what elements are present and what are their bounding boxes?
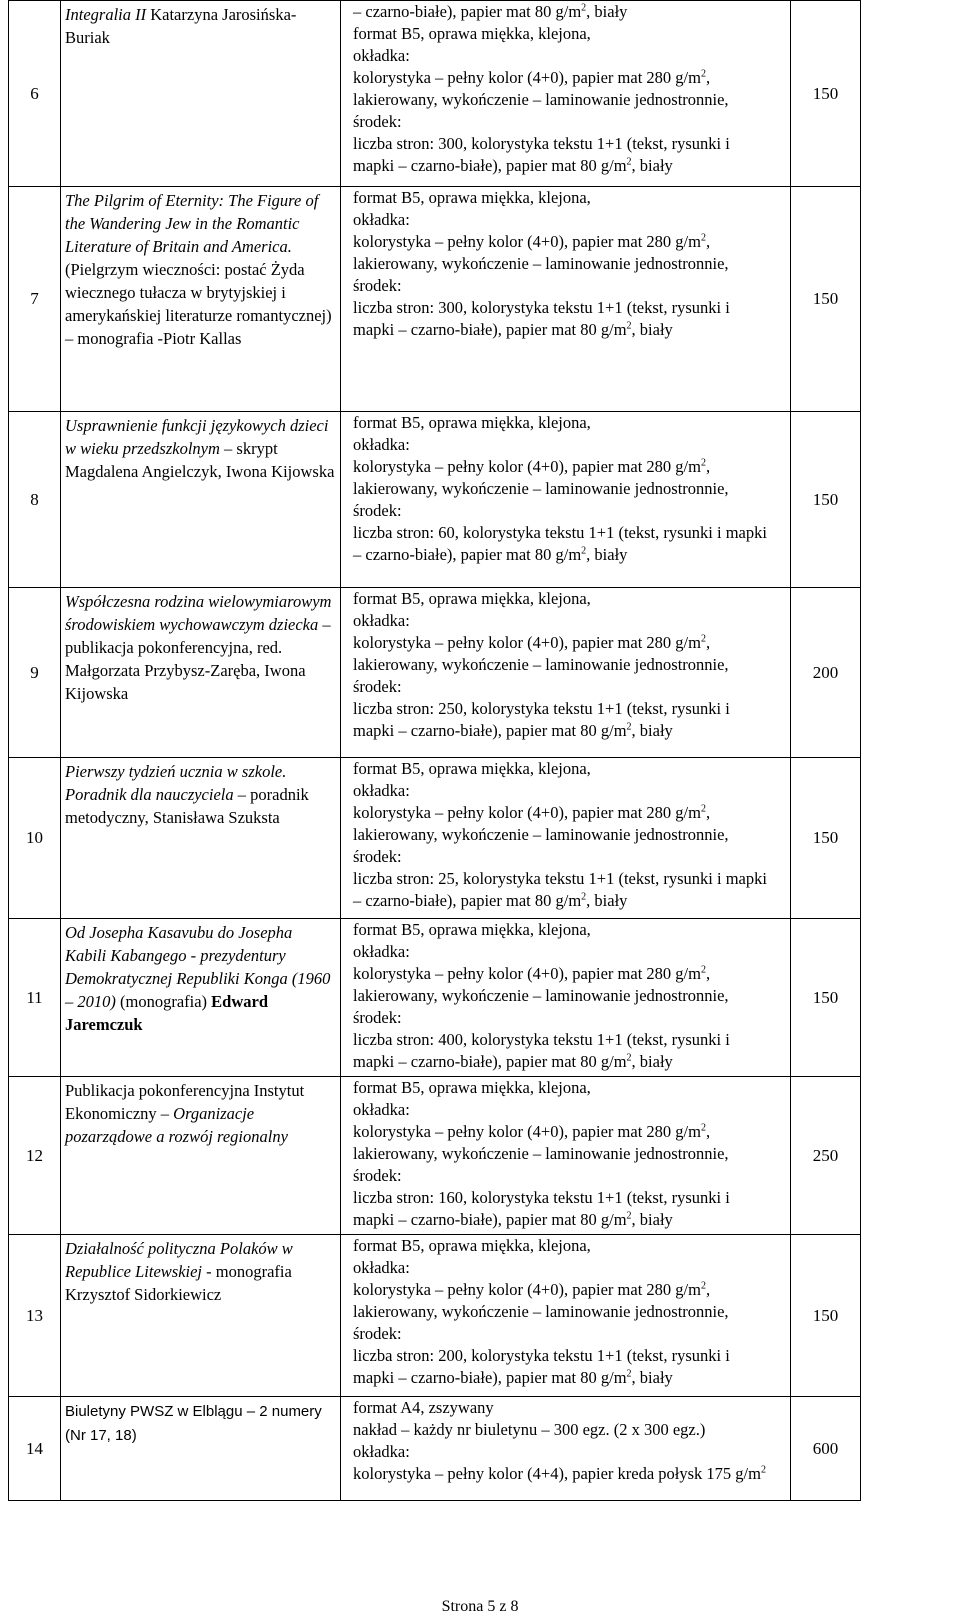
spec-line: środek: xyxy=(353,501,402,520)
quantity: 600 xyxy=(791,1397,861,1501)
print-specification xyxy=(341,1397,791,1501)
spec-line: liczba stron: 250, kolorystyka tekstu 1+1 (tekst, rysunki i xyxy=(353,699,730,718)
spec-line: – czarno-białe), papier mat 80 $g/m^2$, biały xyxy=(353,891,628,910)
spec-line: kolorystyka – pełny kolor (4+0), papier mat 280 $g/m^2$, xyxy=(353,1122,711,1141)
spec-line: mapki – czarno-białe), papier mat 80 $g/m^2$, biały xyxy=(353,320,673,339)
spec-line: nakład – każdy nr biuletynu – 300 egz. (2 x 300 egz.) xyxy=(353,1420,706,1439)
spec-line: kolorystyka – pełny kolor (4+4), papier kreda połysk 175 $g/m^2$ xyxy=(353,1464,766,1483)
quantity: 250 xyxy=(791,1077,861,1235)
title-part: Integralia II xyxy=(65,5,147,24)
row-number: 11 xyxy=(9,919,61,1077)
print-specification xyxy=(341,758,791,919)
quantity: 150 xyxy=(791,412,861,588)
row-number: 14 xyxy=(9,1397,61,1501)
table-row xyxy=(9,412,861,588)
spec-line: format B5, oprawa miękka, klejona, xyxy=(353,1236,591,1255)
spec-line: środek: xyxy=(353,276,402,295)
spec-line: środek: xyxy=(353,847,402,866)
page-footer: Strona 5 z 8 xyxy=(441,1598,519,1615)
title-part: Usprawnienie funkcji językowych dzieci w wieku przedszkolnym – xyxy=(65,416,329,458)
spec-line: liczba stron: 60, kolorystyka tekstu 1+1 (tekst, rysunki i mapki xyxy=(353,523,767,542)
spec-line: środek: xyxy=(353,1008,402,1027)
spec-line: format B5, oprawa miękka, klejona, xyxy=(353,188,591,207)
title-part: (Pielgrzym wieczności: postać Żyda wiecznego tułacza w brytyjskiej i amerykańskiej literaturze romantycznej) – monografia -Piotr Kallas xyxy=(65,260,332,348)
spec-line: lakierowany, wykończenie – laminowanie jednostronnie, xyxy=(353,479,729,498)
row-number: 9 xyxy=(9,588,61,758)
quantity: 150 xyxy=(791,758,861,919)
title-part: Pierwszy tydzień ucznia w szkole. Poradnik dla nauczyciela – xyxy=(65,762,287,804)
spec-line: kolorystyka – pełny kolor (4+0), papier mat 280 $g/m^2$, xyxy=(353,803,711,822)
title-part: Współczesna rodzina wielowymiarowym środowiskiem wychowawczym dziecka – xyxy=(65,592,332,634)
spec-line: okładka: xyxy=(353,210,410,229)
title-part: Działalność polityczna Polaków w Republice Litewskiej xyxy=(65,1239,293,1281)
spec-line: lakierowany, wykończenie – laminowanie jednostronnie, xyxy=(353,655,729,674)
spec-line: kolorystyka – pełny kolor (4+0), papier mat 280 $g/m^2$, xyxy=(353,68,711,87)
title-part: Edward Jaremczuk xyxy=(65,992,269,1034)
row-number: 8 xyxy=(9,412,61,588)
spec-line: format B5, oprawa miękka, klejona, xyxy=(353,1078,591,1097)
table-row xyxy=(9,1397,861,1501)
title-part: publikacja pokonferencyjna, red. Małgorzata Przybysz-Zaręba, Iwona Kijowska xyxy=(65,638,306,703)
table-row xyxy=(9,758,861,919)
table-row xyxy=(9,1077,861,1235)
row-number: 7 xyxy=(9,187,61,412)
spec-line: środek: xyxy=(353,1166,402,1185)
spec-line: – czarno-białe), papier mat 80 $g/m^2$, biały xyxy=(353,2,628,21)
spec-line: lakierowany, wykończenie – laminowanie jednostronnie, xyxy=(353,1302,729,1321)
print-specification xyxy=(341,588,791,758)
spec-line: mapki – czarno-białe), papier mat 80 $g/m^2$, biały xyxy=(353,1210,673,1229)
print-specification xyxy=(341,1,791,187)
spec-line: liczba stron: 300, kolorystyka tekstu 1+1 (tekst, rysunki i xyxy=(353,134,730,153)
spec-line: format B5, oprawa miękka, klejona, xyxy=(353,413,591,432)
title-part: Organizacje pozarządowe a rozwój regionalny xyxy=(65,1104,288,1146)
spec-line: kolorystyka – pełny kolor (4+0), papier mat 280 $g/m^2$, xyxy=(353,232,711,251)
spec-line: lakierowany, wykończenie – laminowanie jednostronnie, xyxy=(353,254,729,273)
print-specification xyxy=(341,1077,791,1235)
title-part: The Pilgrim of Eternity: The Figure of the Wandering Jew in the Romantic Literature of Britain and America. xyxy=(65,191,319,256)
spec-line: format A4, zszywany xyxy=(353,1398,494,1417)
publication-title xyxy=(61,1077,341,1235)
quantity: 150 xyxy=(791,919,861,1077)
spec-line: format B5, oprawa miękka, klejona, xyxy=(353,920,591,939)
print-specification xyxy=(341,1235,791,1397)
spec-line: format B5, oprawa miękka, klejona, xyxy=(353,24,591,43)
spec-line: format B5, oprawa miękka, klejona, xyxy=(353,589,591,608)
title-part: (monografia) xyxy=(115,992,212,1011)
publication-title xyxy=(61,187,341,412)
spec-line: okładka: xyxy=(353,1442,410,1461)
title-part: - monografia Krzysztof Sidorkiewicz xyxy=(65,1262,292,1304)
spec-line: mapki – czarno-białe), papier mat 80 $g/m^2$, biały xyxy=(353,721,673,740)
row-number: 12 xyxy=(9,1077,61,1235)
spec-line: mapki – czarno-białe), papier mat 80 $g/m^2$, biały xyxy=(353,1052,673,1071)
spec-line: okładka: xyxy=(353,1258,410,1277)
spec-line: okładka: xyxy=(353,435,410,454)
spec-line: środek: xyxy=(353,1324,402,1343)
spec-line: kolorystyka – pełny kolor (4+0), papier mat 280 $g/m^2$, xyxy=(353,964,711,983)
row-number: 6 xyxy=(9,1,61,187)
spec-line: mapki – czarno-białe), papier mat 80 $g/m^2$, biały xyxy=(353,156,673,175)
spec-line: środek: xyxy=(353,112,402,131)
quantity: 150 xyxy=(791,1235,861,1397)
publication-title xyxy=(61,1397,341,1501)
table-row xyxy=(9,187,861,412)
publication-title xyxy=(61,412,341,588)
title-part: Od Josepha Kasavubu do Josepha Kabili Kabangego - prezydentury Demokratycznej Republiki Konga (1960 – 2010) xyxy=(65,923,331,1011)
spec-line: kolorystyka – pełny kolor (4+0), papier mat 280 $g/m^2$, xyxy=(353,457,711,476)
spec-line: środek: xyxy=(353,677,402,696)
spec-line: mapki – czarno-białe), papier mat 80 $g/m^2$, biały xyxy=(353,1368,673,1387)
spec-line: lakierowany, wykończenie – laminowanie jednostronnie, xyxy=(353,986,729,1005)
spec-line: liczba stron: 300, kolorystyka tekstu 1+1 (tekst, rysunki i xyxy=(353,298,730,317)
title-part: Biuletyny PWSZ w Elblągu – 2 numery (Nr 17, 18) xyxy=(65,1403,322,1444)
spec-line: lakierowany, wykończenie – laminowanie jednostronnie, xyxy=(353,1144,729,1163)
title-part: Katarzyna Jarosińska-Buriak xyxy=(65,5,297,47)
print-specification xyxy=(341,412,791,588)
publication-title xyxy=(61,758,341,919)
print-specification xyxy=(341,919,791,1077)
title-part: Publikacja pokonferencyjna Instytut Ekonomiczny – xyxy=(65,1081,305,1123)
table-row xyxy=(9,919,861,1077)
spec-line: okładka: xyxy=(353,46,410,65)
spec-line: okładka: xyxy=(353,942,410,961)
quantity: 150 xyxy=(791,1,861,187)
table-row xyxy=(9,588,861,758)
publication-title xyxy=(61,1,341,187)
spec-line: okładka: xyxy=(353,781,410,800)
quantity: 150 xyxy=(791,187,861,412)
spec-line: lakierowany, wykończenie – laminowanie jednostronnie, xyxy=(353,90,729,109)
quantity: 200 xyxy=(791,588,861,758)
spec-line: lakierowany, wykończenie – laminowanie jednostronnie, xyxy=(353,825,729,844)
table-body xyxy=(9,1,861,1501)
spec-line: – czarno-białe), papier mat 80 $g/m^2$, biały xyxy=(353,545,628,564)
spec-line: kolorystyka – pełny kolor (4+0), papier mat 280 $g/m^2$, xyxy=(353,633,711,652)
spec-line: liczba stron: 200, kolorystyka tekstu 1+1 (tekst, rysunki i xyxy=(353,1346,730,1365)
spec-line: liczba stron: 400, kolorystyka tekstu 1+1 (tekst, rysunki i xyxy=(353,1030,730,1049)
title-part: skrypt Magdalena Angielczyk, Iwona Kijowska xyxy=(65,439,335,481)
spec-line: okładka: xyxy=(353,611,410,630)
spec-line: format B5, oprawa miękka, klejona, xyxy=(353,759,591,778)
spec-line: okładka: xyxy=(353,1100,410,1119)
publication-title xyxy=(61,919,341,1077)
table-row xyxy=(9,1235,861,1397)
table-row xyxy=(9,1,861,187)
spec-line: liczba stron: 160, kolorystyka tekstu 1+1 (tekst, rysunki i xyxy=(353,1188,730,1207)
print-specification xyxy=(341,187,791,412)
specification-table xyxy=(8,0,861,1501)
title-part: poradnik metodyczny, Stanisława Szuksta xyxy=(65,785,309,827)
row-number: 13 xyxy=(9,1235,61,1397)
spec-line: liczba stron: 25, kolorystyka tekstu 1+1 (tekst, rysunki i mapki xyxy=(353,869,767,888)
publication-title xyxy=(61,1235,341,1397)
publication-title xyxy=(61,588,341,758)
spec-line: kolorystyka – pełny kolor (4+0), papier mat 280 $g/m^2$, xyxy=(353,1280,711,1299)
row-number: 10 xyxy=(9,758,61,919)
